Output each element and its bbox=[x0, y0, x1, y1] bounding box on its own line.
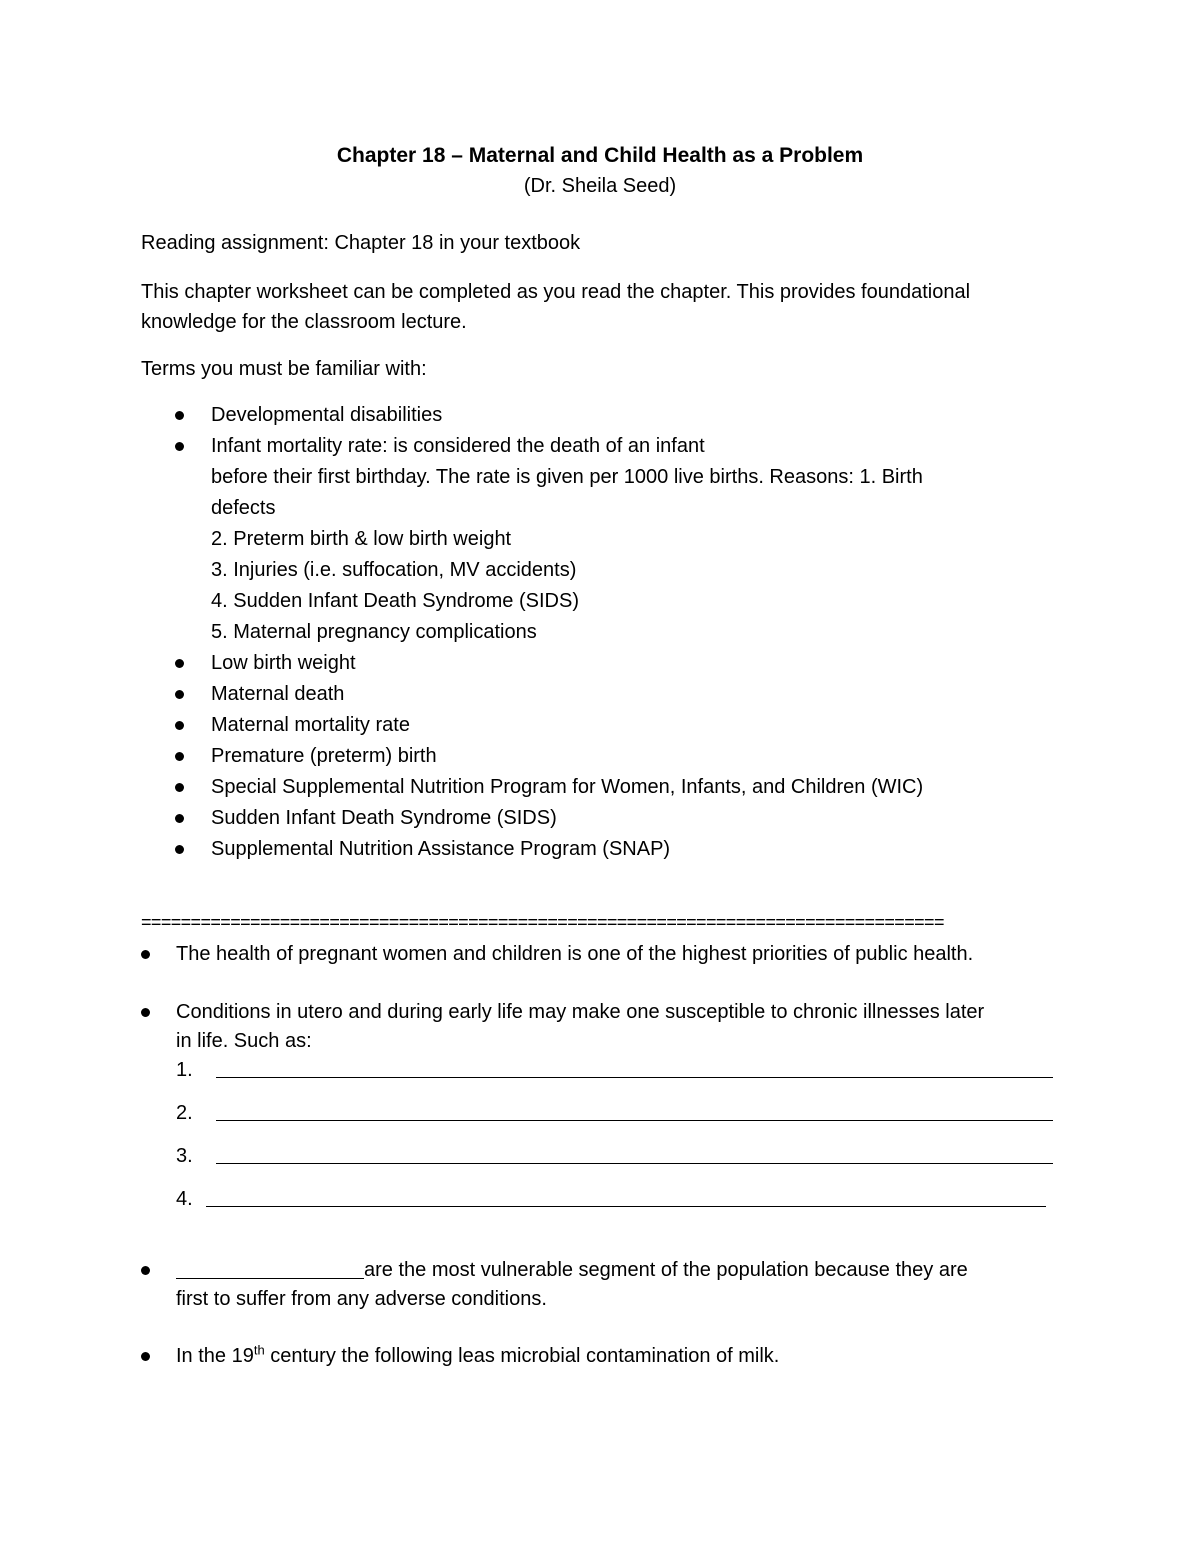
list-item bbox=[175, 834, 1055, 865]
blank-number: 4. bbox=[176, 1188, 193, 1210]
term-text: Low birth weight bbox=[211, 652, 356, 674]
bullet-icon bbox=[175, 659, 184, 668]
statement-text: first to suffer from any adverse conditions. bbox=[176, 1288, 547, 1310]
infant-detail-line: defects bbox=[211, 497, 276, 519]
list-item bbox=[175, 679, 1055, 710]
worksheet-description bbox=[141, 277, 1061, 337]
superscript: th bbox=[253, 1342, 265, 1358]
terms-list bbox=[175, 400, 1055, 865]
answer-blank[interactable] bbox=[216, 1077, 1053, 1078]
bullet-icon bbox=[175, 690, 184, 699]
answer-blank[interactable] bbox=[216, 1120, 1053, 1121]
statement-text: are the most vulnerable segment of the population because they are bbox=[364, 1259, 968, 1281]
reading-assignment: Reading assignment: Chapter 18 in your textbook bbox=[141, 232, 581, 254]
term-text: Maternal death bbox=[211, 683, 345, 705]
list-item bbox=[175, 648, 1055, 679]
term-text: Premature (preterm) birth bbox=[211, 745, 437, 767]
answer-blank-row bbox=[176, 1142, 1056, 1170]
bullet-icon bbox=[141, 1266, 150, 1275]
term-text: Infant mortality rate: is considered the death of an infant bbox=[211, 435, 705, 457]
blank-number: 1. bbox=[176, 1059, 193, 1081]
infant-detail-line: before their first birthday. The rate is given per 1000 live births. Reasons: 1. Birth bbox=[211, 466, 923, 488]
term-text: Maternal mortality rate bbox=[211, 714, 410, 736]
worksheet-description-line-1: This chapter worksheet can be completed as you read the chapter. This provides foundational bbox=[141, 281, 971, 303]
list-item bbox=[175, 431, 1055, 648]
bullet-icon bbox=[175, 721, 184, 730]
statement-milk bbox=[141, 1342, 1061, 1371]
term-text: Sudden Infant Death Syndrome (SIDS) bbox=[211, 807, 557, 829]
bullet-icon bbox=[141, 1352, 150, 1361]
list-item bbox=[175, 741, 1055, 772]
bullet-icon bbox=[175, 442, 184, 451]
bullet-icon bbox=[175, 814, 184, 823]
infant-detail-line: 2. Preterm birth & low birth weight bbox=[211, 528, 512, 550]
answer-blank[interactable] bbox=[206, 1206, 1046, 1207]
statement-text: century the following leas microbial contamination of milk. bbox=[264, 1345, 780, 1367]
statement-priority bbox=[141, 940, 1061, 969]
statement-line bbox=[176, 1256, 1061, 1285]
term-text: Special Supplemental Nutrition Program for Women, Infants, and Children (WIC) bbox=[211, 776, 924, 798]
author-line: (Dr. Sheila Seed) bbox=[523, 175, 677, 197]
statement-vulnerable bbox=[141, 1256, 1061, 1314]
answer-blank-row bbox=[176, 1056, 1056, 1084]
infant-detail-line: 4. Sudden Infant Death Syndrome (SIDS) bbox=[211, 590, 579, 612]
answer-blank[interactable] bbox=[216, 1163, 1053, 1164]
bullet-icon bbox=[175, 845, 184, 854]
blank-number: 3. bbox=[176, 1145, 193, 1167]
fill-in-blank[interactable] bbox=[176, 1258, 364, 1279]
statement-text: Conditions in utero and during early life may make one susceptible to chronic illnesses later bbox=[176, 1001, 985, 1023]
section-divider: ================================================================================= bbox=[141, 912, 944, 932]
answer-blank-row bbox=[176, 1099, 1056, 1127]
statement-text: The health of pregnant women and children is one of the highest priorities of public health. bbox=[176, 943, 974, 965]
worksheet-description-line-2: knowledge for the classroom lecture. bbox=[141, 311, 467, 333]
bullet-icon bbox=[141, 1008, 150, 1017]
bullet-icon bbox=[175, 752, 184, 761]
bullet-icon bbox=[141, 950, 150, 959]
bullet-icon bbox=[175, 783, 184, 792]
list-item bbox=[175, 710, 1055, 741]
terms-heading: Terms you must be familiar with: bbox=[141, 358, 427, 380]
statement-conditions bbox=[141, 998, 1061, 1056]
page-title: Chapter 18 – Maternal and Child Health as a Problem bbox=[336, 144, 864, 167]
statement-text: in life. Such as: bbox=[176, 1030, 312, 1052]
infant-detail-line: 3. Injuries (i.e. suffocation, MV accidents) bbox=[211, 559, 577, 581]
statement-text: In the 19 bbox=[176, 1345, 254, 1367]
infant-detail-line: 5. Maternal pregnancy complications bbox=[211, 621, 537, 643]
list-item bbox=[175, 772, 1055, 803]
bullet-icon bbox=[175, 411, 184, 420]
list-item bbox=[175, 803, 1055, 834]
list-item bbox=[175, 400, 1055, 431]
term-text: Supplemental Nutrition Assistance Program (SNAP) bbox=[211, 838, 671, 860]
answer-blank-row bbox=[176, 1185, 1056, 1213]
term-text: Developmental disabilities bbox=[211, 404, 443, 426]
blank-number: 2. bbox=[176, 1102, 193, 1124]
